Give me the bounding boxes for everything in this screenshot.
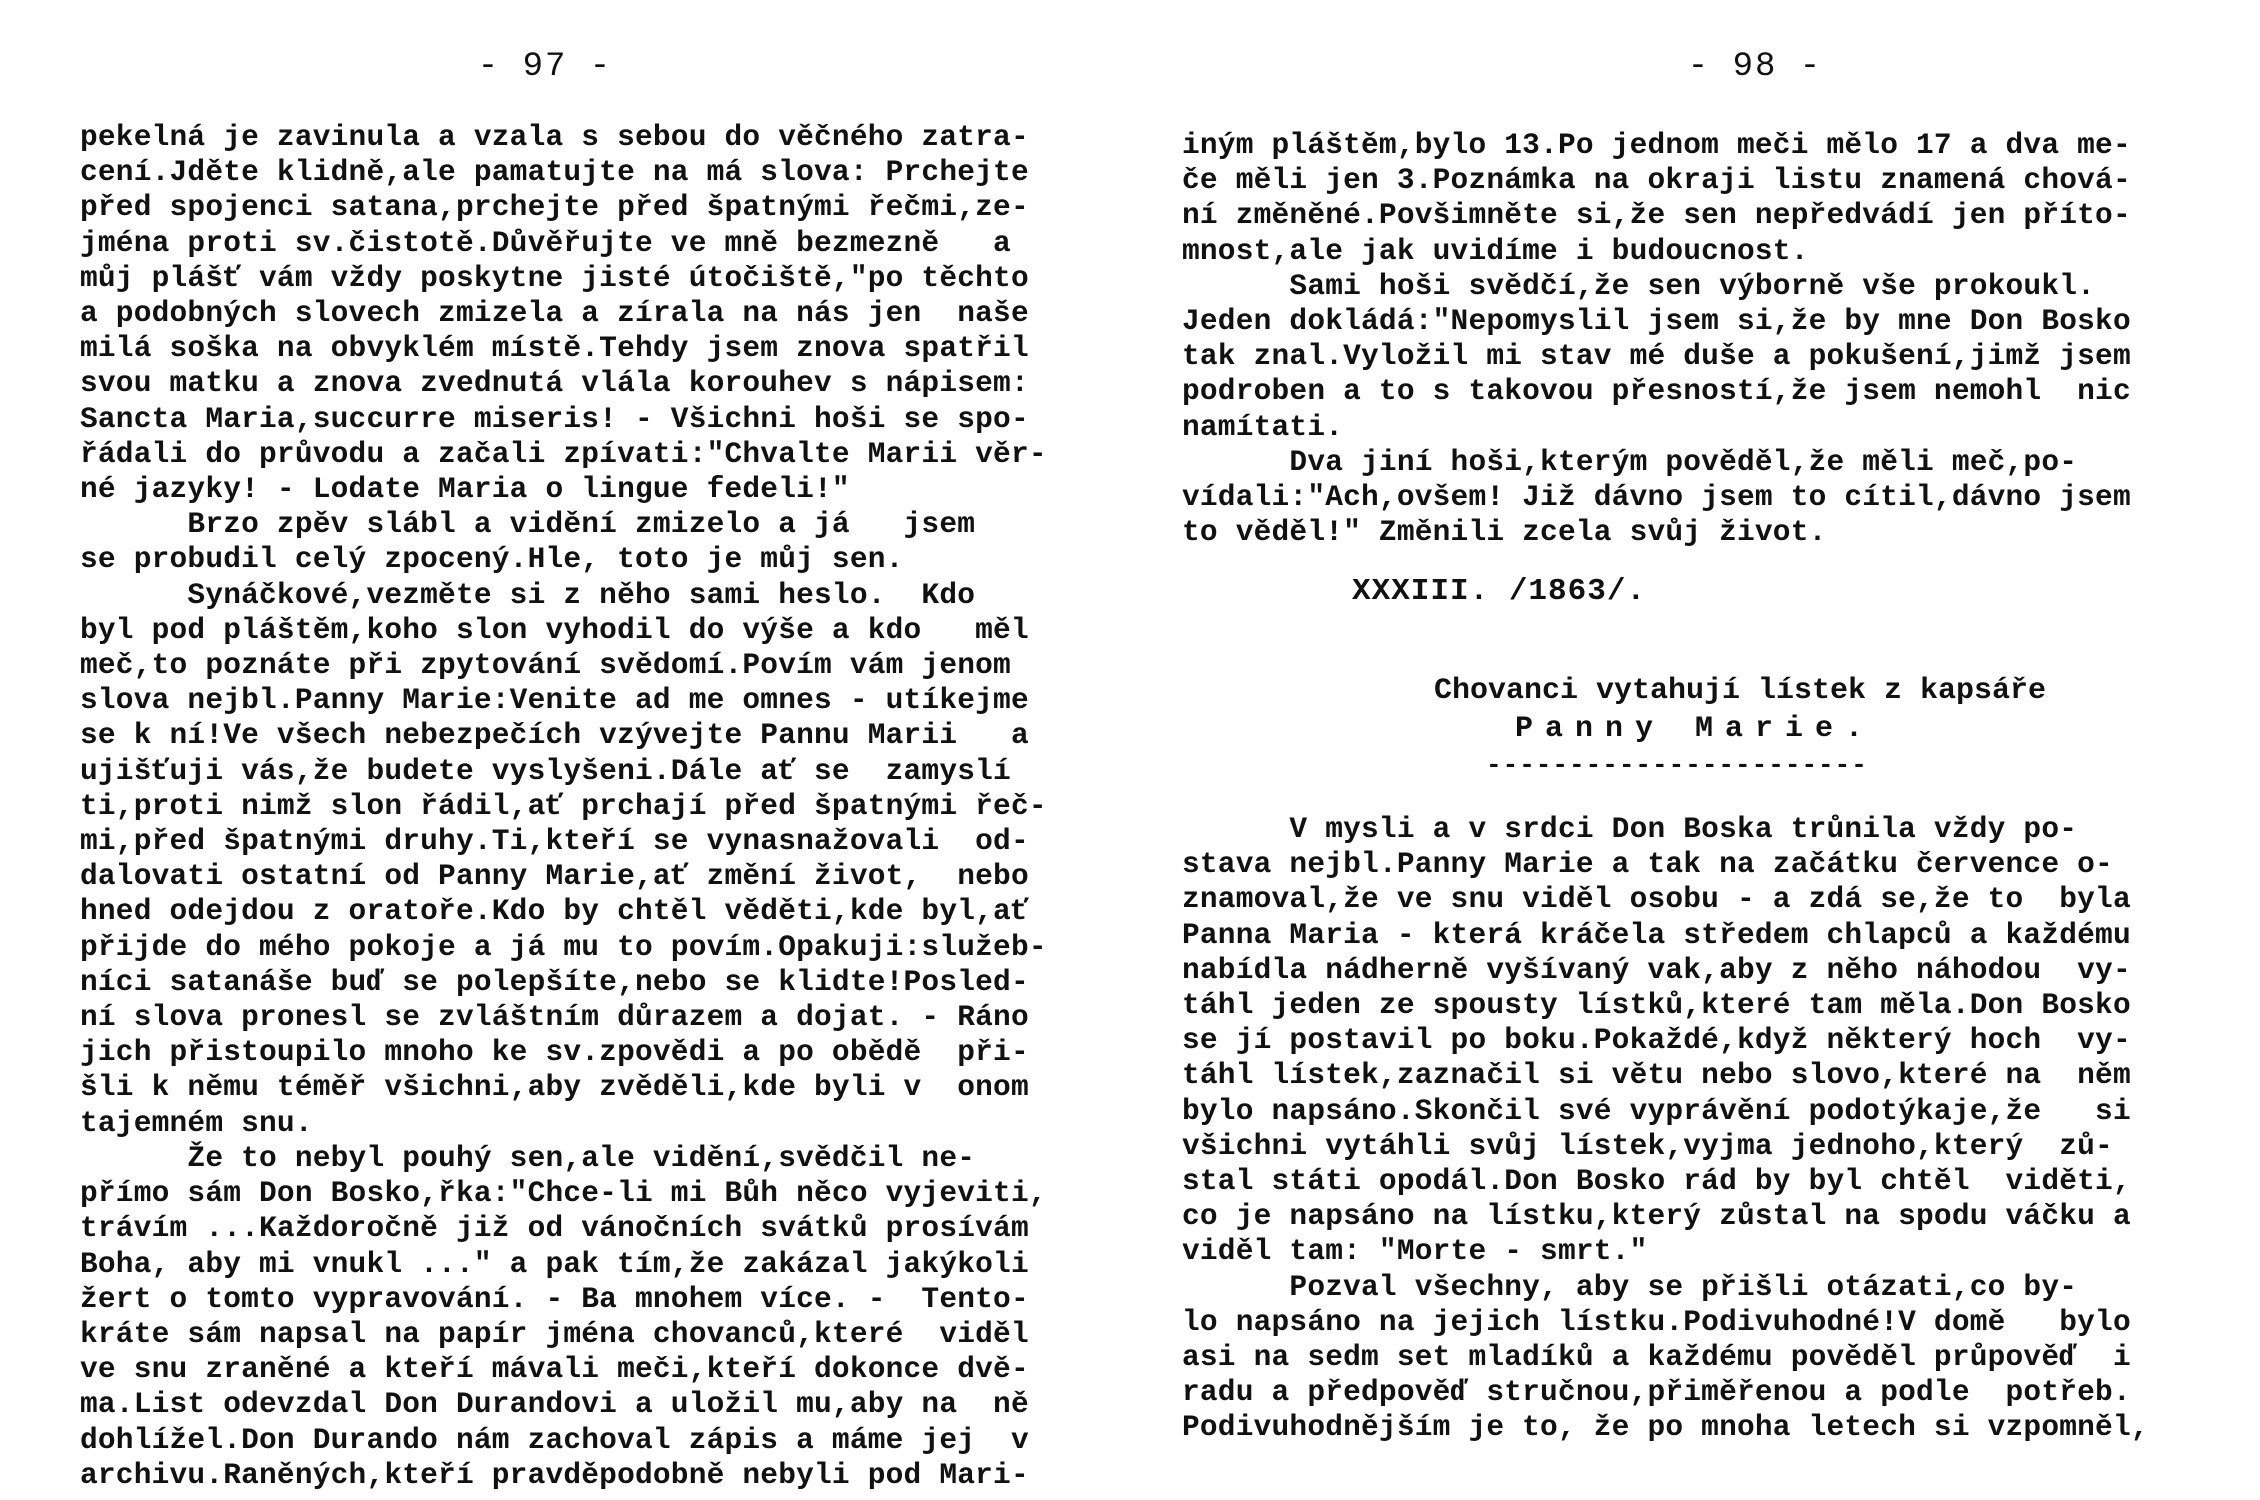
chapter-title-line-1: Chovanci vytahují lístek z kapsáře [1433, 674, 2047, 708]
title-underline: ----------------------- [1486, 750, 1868, 780]
chapter-title-line-2: Panny Marie. [1514, 712, 1876, 746]
chapter-title [1130, 672, 2260, 748]
left-page-body-text: pekelná je zavinula a vzala s sebou do věčného zatra- cení.Jděte klidně,ale pamatujte na má slova: Prchejte před spojenci satana,prchejte před špatnými řečmi,ze- jména proti sv.čistotě.Důvěřujte ve mně bezmezně a můj plášť vám vždy poskytne jisté útočiště,"po těchto a podobných slovech zmizela a zírala na nás jen naše milá soška na obvyklém místě.Tehdy jsem znova spatřil svou matku a znova zvednutá vlála korouhev s nápisem: Sancta Maria,succurre miseris! - Všichni hoši se spo- řádali do průvodu a začali zpívati:"Chvalte Marii věr- né jazyky! - Lodate Maria o lingue fedeli!" Brzo zpěv slábl a vidění zmizelo a já jsem se probudil celý zpocený.Hle, toto je můj sen. Synáčkové,vezměte si z něho sami heslo. Kdo byl pod pláštěm,koho slon vyhodil do výše a kdo měl meč,to poznáte při zpytování svědomí.Povím vám jenom slova nejbl.Panny Marie:Venite ad me omnes - utíkejme se k ní!Ve všech nebezpečích vzývejte Pannu Marii a ujišťuji vás,že budete vyslyšeni.Dále ať se zamyslí ti,proti nimž slon řádil,ať prchají před špatnými řeč- mi,před špatnými druhy.Ti,kteří se vynasnažovali od- dalovati ostatní od Panny Marie,ať změní život, nebo hned odejdou z oratoře.Kdo by chtěl věděti,kde byl,ať přijde do mého pokoje a já mu to povím.Opakuji:služeb- níci satanáše buď se polepšíte,nebo se klidte!Posled- ní slova pronesl se zvláštním důrazem a dojat. - Ráno jich přistoupilo mnoho ke sv.zpovědi a po obědě při- šli k němu téměř všichni,aby zvěděli,kde byli v onom tajemném snu. Že to nebyl pouhý sen,ale vidění,svědčil ne- přímo sám Don Bosko,řka:"Chce-li mi Bůh něco vyjeviti, trávím ...Každoročně již od vánočních svátků prosívám Boha, aby mi vnukl ..." a pak tím,že zakázal jakýkoli žert o tomto vypravování. - Ba mnohem více. - Tento- kráte sám napsal na papír jména chovanců,které viděl ve snu zraněné a kteří mávali meči,kteří dokonce dvě- ma.List odevzdal Don Durandovi a uložil mu,aby na ně dohlížel.Don Durando nám zachoval zápis a máme jej v archivu.Raněných,kteří pravděpodobně nebyli pod Mari- [80, 120, 1047, 1492]
right-page [1130, 0, 2260, 1500]
page-number-right: - 98 - [1687, 48, 1823, 86]
page-number-left: - 97 - [477, 48, 613, 86]
section-heading: XXXIII. /1863/. [1352, 574, 1647, 609]
right-page-body-text-bottom: V mysli a v srdci Don Boska trůnila vždy po- stava nejbl.Panny Marie a tak na začátku července o- znamoval,že ve snu viděl osobu - a zdá se,že to byla Panna Maria - která kráčela středem chlapců a každému nabídla nádherně vyšívaný vak,aby z něho náhodou vy- táhl jeden ze spousty lístků,které tam měla.Don Bosko se jí postavil po boku.Pokaždé,když některý hoch vy- táhl lístek,zaznačil si větu nebo slovo,které na něm bylo napsáno.Skončil své vyprávění podotýkaje,že si všichni vytáhli svůj lístek,vyjma jednoho,který zů- stal státi opodál.Don Bosko rád by byl chtěl viděti, co je napsáno na lístku,který zůstal na spodu váčku a viděl tam: "Morte - smrt." Pozval všechny, aby se přišli otázati,co by- lo napsáno na jejich lístku.Podivuhodné!V domě bylo asi na sedm set mladíků a každému pověděl průpověď i radu a předpověď stručnou,přiměřenou a podle potřeb. Podivuhodnějším je to, že po mnoha letech si vzpomněl, [1182, 812, 2149, 1445]
right-page-body-text-top: iným pláštěm,bylo 13.Po jednom meči mělo 17 a dva me- če měli jen 3.Poznámka na okraji listu znamená chová- ní změněné.Povšimněte si,že sen nepředvádí jen příto- mnost,ale jak uvidíme i budoucnost. Sami hoši svědčí,že sen výborně vše prokoukl. Jeden dokládá:"Nepomyslil jsem si,že by mne Don Bosko tak znal.Vyložil mi stav mé duše a pokušení,jimž jsem podroben a to s takovou přesností,že jsem nemohl nic namítati. Dva jiní hoši,kterým pověděl,že měli meč,po- vídali:"Ach,ovšem! Již dávno jsem to cítil,dávno jsem to věděl!" Změnili zcela svůj život. [1182, 128, 2131, 550]
